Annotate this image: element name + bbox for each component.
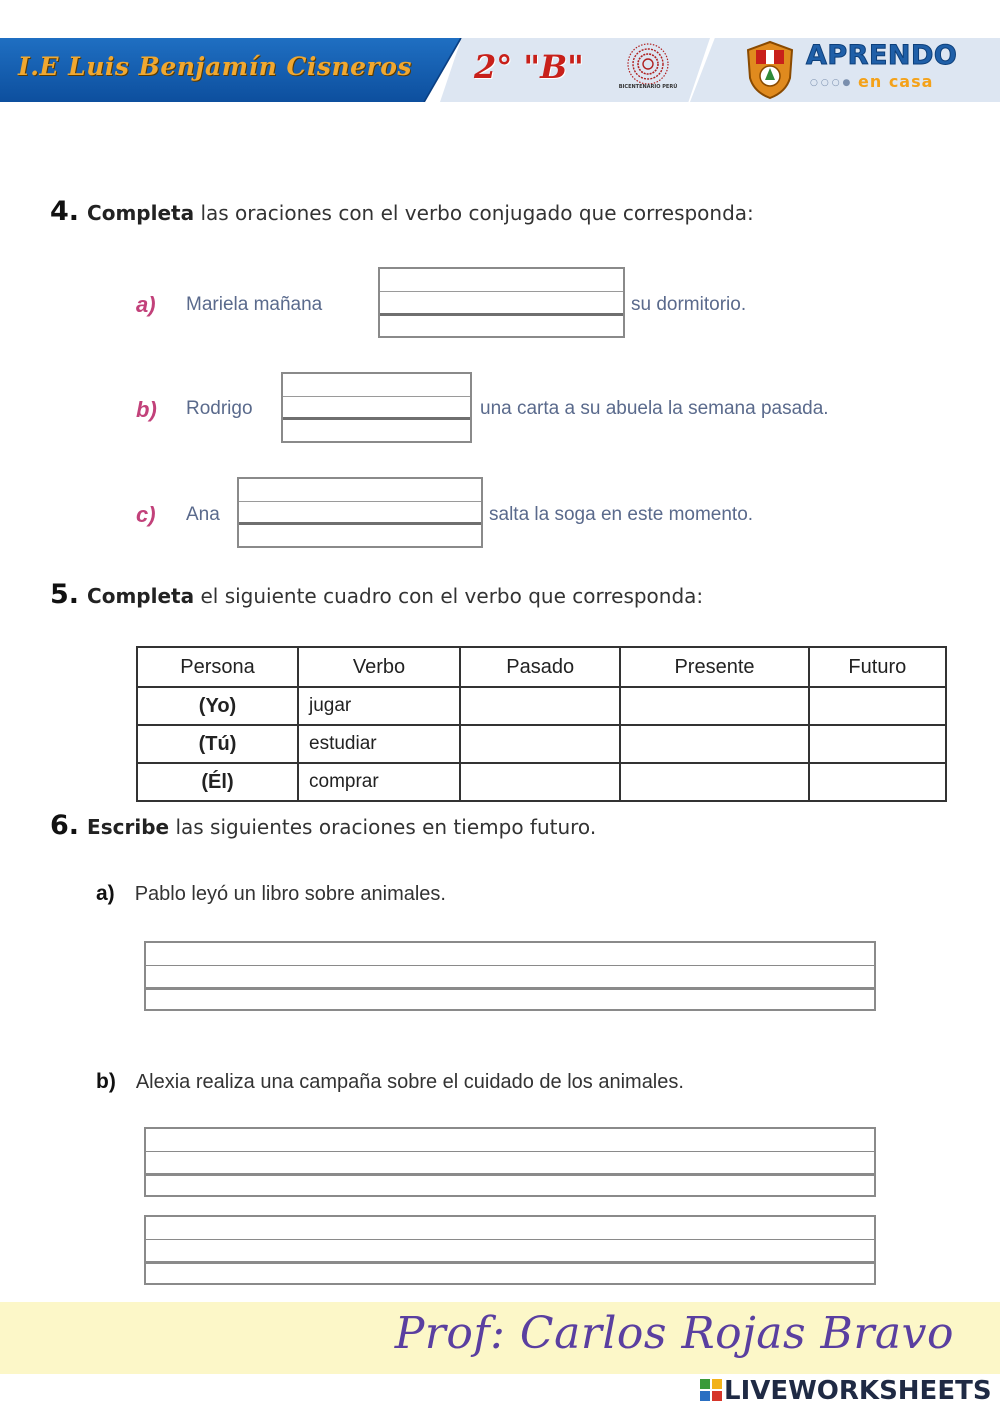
brand-label: LIVEWORKSHEETS: [724, 1376, 992, 1406]
presente-answer-cell[interactable]: [620, 763, 808, 801]
q6-title: [50, 810, 596, 841]
q5-title: [50, 579, 703, 610]
persona-cell: (Yo): [137, 687, 298, 725]
pasado-answer-cell[interactable]: [460, 687, 620, 725]
q6-number: 6.: [50, 810, 80, 841]
q6b-answer-input-line1[interactable]: [144, 1127, 876, 1197]
pasado-answer-cell[interactable]: [460, 725, 620, 763]
futuro-answer-cell[interactable]: [809, 725, 946, 763]
q4c-answer-input[interactable]: [237, 477, 483, 548]
teacher-signature: Prof: Carlos Rojas Bravo: [394, 1308, 954, 1359]
grade-label: 2° "B": [474, 48, 584, 86]
presente-answer-cell[interactable]: [620, 725, 808, 763]
q4b-answer-input[interactable]: [281, 372, 472, 443]
presente-answer-cell[interactable]: [620, 687, 808, 725]
peru-shield-icon: [742, 40, 798, 100]
q6-item-text: Alexia realiza una campaña sobre el cuidado de los animales.: [135, 1071, 684, 1093]
q4a-answer-input[interactable]: [378, 267, 625, 338]
table-row: [137, 687, 946, 725]
verb-cell: comprar: [298, 763, 460, 801]
program-title: APRENDO: [806, 40, 958, 71]
q4-item-letter: a): [136, 292, 156, 317]
q5-number: 5.: [50, 579, 80, 610]
q4-item-before: Ana: [186, 504, 220, 525]
q5-verb: Completa: [87, 584, 195, 608]
q6-item-b: [96, 1070, 684, 1094]
persona-cell: (Tú): [137, 725, 298, 763]
q6-item-text: Pablo leyó un libro sobre animales.: [134, 883, 446, 905]
verb-cell: jugar: [298, 687, 460, 725]
persona-cell: (Él): [137, 763, 298, 801]
footer-band: [0, 1302, 1000, 1374]
liveworksheets-logo-icon: [700, 1379, 722, 1401]
header-banner: [0, 38, 1000, 104]
school-name: I.E Luis Benjamín Cisneros: [18, 52, 412, 81]
futuro-answer-cell[interactable]: [809, 687, 946, 725]
q4-item-before: Rodrigo: [186, 398, 253, 419]
column-header: Persona: [137, 647, 298, 687]
liveworksheets-brand[interactable]: [700, 1376, 992, 1406]
verb-conjugation-table: [136, 646, 947, 802]
q4-number: 4.: [50, 196, 80, 227]
q4-item-letter: b): [136, 397, 157, 422]
q6a-answer-input[interactable]: [144, 941, 876, 1011]
column-header: Futuro: [809, 647, 946, 687]
q6-item-letter: a): [96, 882, 115, 905]
futuro-answer-cell[interactable]: [809, 763, 946, 801]
table-row: [137, 763, 946, 801]
q4-item-after: su dormitorio.: [631, 294, 747, 315]
q6-verb: Escribe: [87, 815, 170, 839]
q4-item-before: Mariela mañana: [186, 294, 323, 315]
q6b-answer-input-line2[interactable]: [144, 1215, 876, 1285]
program-subtitle: en casa: [858, 72, 934, 91]
q4-instruction: las oraciones con el verbo conjugado que corresponda:: [200, 201, 754, 225]
column-header: Presente: [620, 647, 808, 687]
q4-item-after: una carta a su abuela la semana pasada.: [480, 398, 829, 419]
pasado-answer-cell[interactable]: [460, 763, 620, 801]
q6-item-a: [96, 882, 446, 906]
q5-instruction: el siguiente cuadro con el verbo que corresponda:: [200, 584, 704, 608]
bicentenario-logo-icon: [622, 40, 674, 100]
column-header: Verbo: [298, 647, 460, 687]
q4-item-letter: c): [136, 502, 156, 527]
bicentenario-label: BICENTENARIO PERÚ: [618, 84, 678, 90]
q6-instruction: las siguientes oraciones en tiempo futuro.: [175, 815, 597, 839]
column-header: Pasado: [460, 647, 620, 687]
q6-item-letter: b): [96, 1070, 116, 1093]
table-header-row: [137, 647, 946, 687]
q4-verb: Completa: [87, 201, 195, 225]
verb-cell: estudiar: [298, 725, 460, 763]
decorative-dots: ○○○●: [810, 78, 854, 88]
q4-item-after: salta la soga en este momento.: [489, 504, 754, 525]
table-row: [137, 725, 946, 763]
q4-title: [50, 196, 754, 227]
